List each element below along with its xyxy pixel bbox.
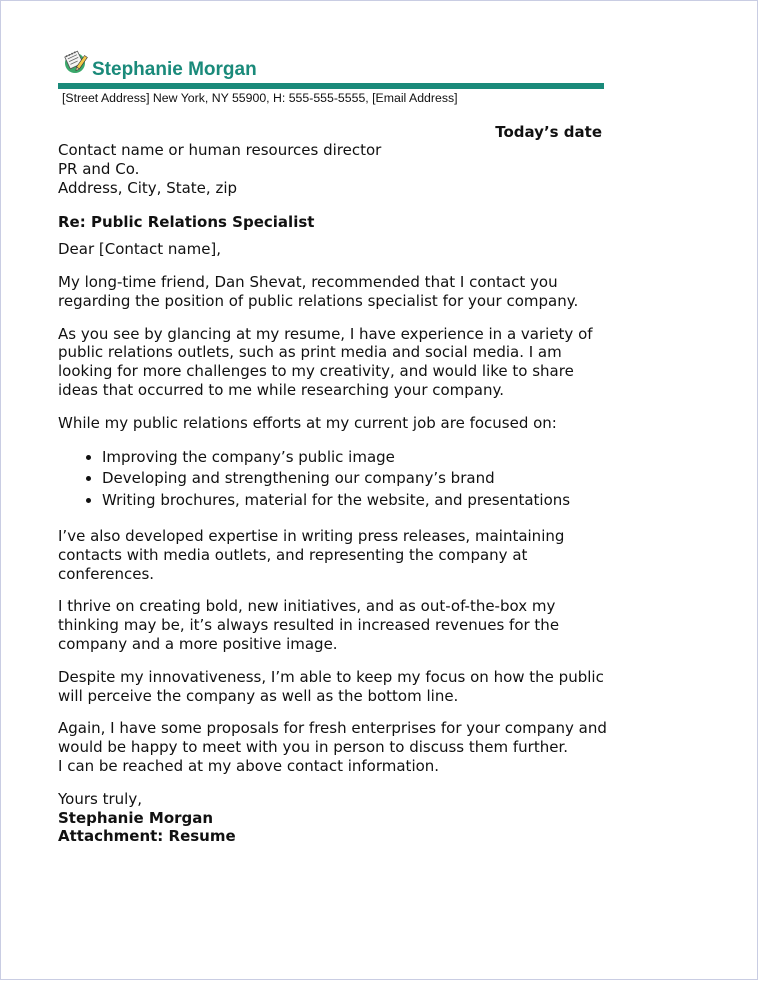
paragraph-3: While my public relations efforts at my current job are focused on: bbox=[58, 413, 557, 432]
list-item: • Writing brochures, material for the website, and presentations bbox=[102, 490, 608, 512]
letter-body bbox=[58, 141, 608, 846]
list-item: • Improving the company’s public image bbox=[102, 447, 608, 469]
notepad-pencil-icon bbox=[61, 46, 91, 76]
closing-block bbox=[58, 790, 608, 846]
recipient-line-2: PR and Co. bbox=[58, 159, 140, 178]
paragraph-4: I’ve also developed expertise in writing press releases, maintaining contacts with media outlets, and representing the company at conferences. bbox=[58, 527, 565, 583]
focus-list bbox=[58, 447, 608, 512]
attachment-note: Attachment: Resume bbox=[58, 827, 236, 846]
subject-line: Re: Public Relations Specialist bbox=[58, 213, 315, 232]
valediction: Yours truly, bbox=[58, 789, 142, 808]
paragraph-5: I thrive on creating bold, new initiatives, and as out-of-the-box my thinking may be, it’s always resulted in increased revenues for the company and a more positive image. bbox=[58, 597, 560, 654]
paragraph-1: My long-time friend, Dan Shevat, recommended that I contact you regarding the position of public relations specialist for your company. bbox=[58, 272, 579, 310]
header-rule bbox=[58, 83, 604, 89]
paragraph-7-main: Again, I have some proposals for fresh enterprises for your company and would be happy to meet with you in person to discuss them further. bbox=[58, 719, 607, 757]
list-item: • Developing and strengthening our company’s brand bbox=[102, 468, 608, 490]
salutation: Dear [Contact name], bbox=[58, 240, 222, 259]
paragraph-2: As you see by glancing at my resume, I have experience in a variety of public relations outlets, such as print media and social media. I am looking for more challenges to my creativity, and would like to share ideas that occurred to me while researching your company. bbox=[58, 324, 593, 399]
paragraph-7-contact: I can be reached at my above contact information. bbox=[58, 757, 440, 776]
letterhead-name: Stephanie Morgan bbox=[92, 59, 257, 80]
paragraph-7 bbox=[58, 719, 608, 775]
recipient-block bbox=[58, 141, 608, 197]
signature-name: Stephanie Morgan bbox=[58, 808, 214, 827]
letter-date: Today’s date bbox=[495, 123, 602, 141]
recipient-line-3: Address, City, State, zip bbox=[58, 178, 238, 197]
paragraph-6: Despite my innovativeness, I’m able to keep my focus on how the public will perceive the company as well as the bottom line. bbox=[58, 667, 604, 705]
sender-contact-line: [Street Address] New York, NY 55900, H: 555-555-5555, [Email Address] bbox=[62, 91, 458, 105]
recipient-line-1: Contact name or human resources director bbox=[58, 141, 382, 159]
